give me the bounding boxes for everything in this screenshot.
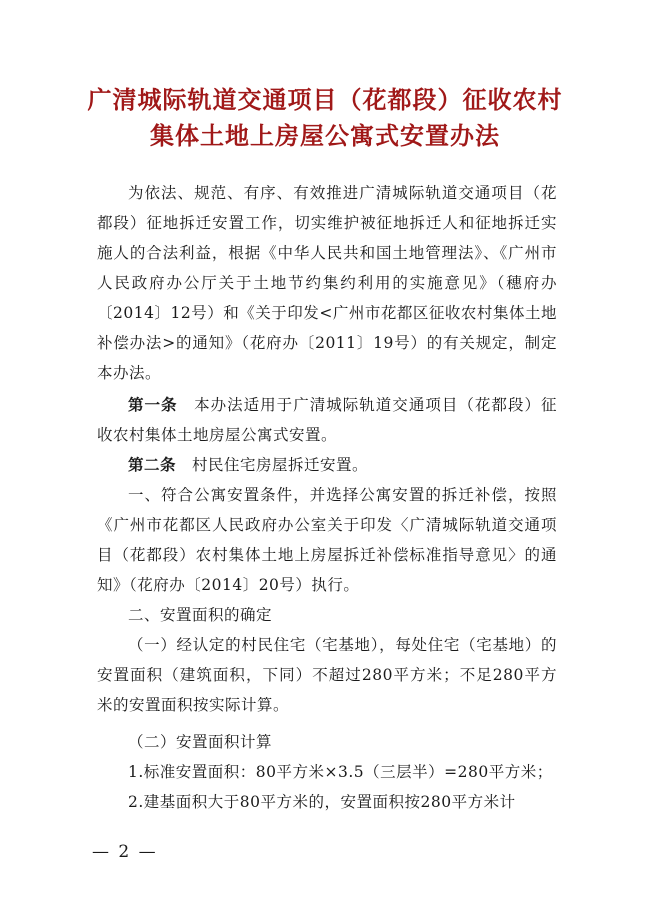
calc-2-paragraph: 2.建基面积大于80平方米的，安置面积按280平方米计	[128, 793, 516, 811]
item-2-1-paragraph: （一）经认定的村民住宅（宅基地），每处住宅（宅基地）的安置面积（建筑面积，下同）不超过280平方米；不足280平方米的安置面积按实际计算。	[97, 636, 557, 714]
document-title-line-2: 集体土地上房屋公寓式安置办法	[150, 122, 500, 150]
article-1-paragraph	[97, 390, 557, 450]
item-2-2-heading: （二）安置面积计算	[128, 733, 273, 751]
article-1-label: 第一条	[128, 396, 178, 414]
preamble-paragraph: 为依法、规范、有序、有效推进广清城际轨道交通项目（花都段）征地拆迁安置工作，切实维护被征地拆迁人和征地拆迁实施人的合法利益，根据《中华人民共和国土地管理法》、《广州市人民政府办公厅关于土地节约集约利用的实施意见》（穗府办〔2014〕12号）和《关于印发<广州市花都区征收农村集体土地补偿办法>的通知》（花府办〔2011〕19号）的有关规定，制定本办法。	[97, 184, 557, 382]
document-title-line-1: 广清城际轨道交通项目（花都段）征收农村	[87, 86, 563, 114]
item-1-paragraph: 一、符合公寓安置条件，并选择公寓安置的拆迁补偿，按照《广州市花都区人民政府办公室关于印发〈广清城际轨道交通项目（花都段）农村集体土地上房屋拆迁补偿标准指导意见〉的通知》（花府办〔2014〕20号）执行。	[97, 486, 557, 594]
article-1-text: 本办法适用于广清城际轨道交通项目（花都段）征收农村集体土地房屋公寓式安置。	[97, 396, 557, 444]
page-number: — 2 —	[92, 842, 158, 862]
calc-1-paragraph: 1.标准安置面积：80平方米×3.5（三层半）=280平方米；	[128, 763, 553, 781]
article-2-label: 第二条	[128, 456, 177, 474]
item-2-heading: 二、安置面积的确定	[128, 606, 273, 624]
article-2-paragraph	[97, 450, 557, 480]
article-2-text: 村民住宅房屋拆迁安置。	[192, 456, 369, 474]
